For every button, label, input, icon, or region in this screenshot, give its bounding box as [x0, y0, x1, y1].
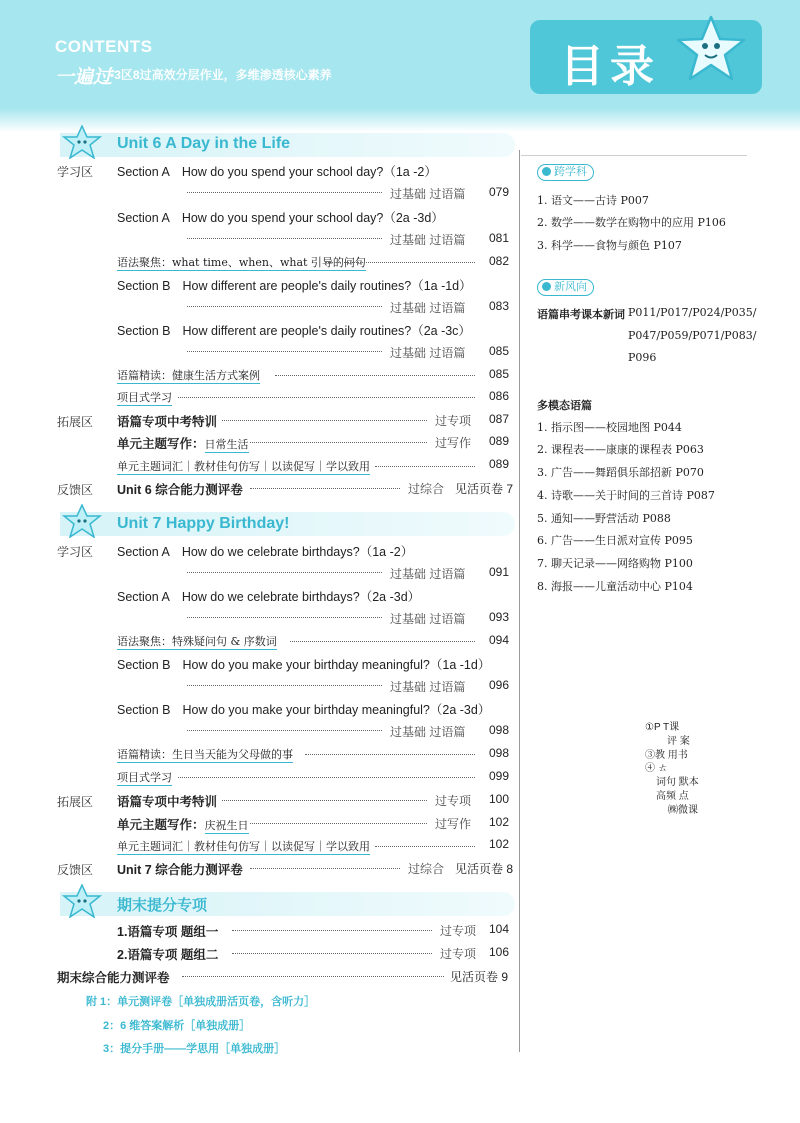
list-item: 1. 指示图——校园地图 P044	[537, 421, 682, 434]
page-number: 082	[488, 254, 509, 268]
star-mascot-icon	[60, 125, 104, 159]
list-item: 1. 语文——古诗 P007	[537, 194, 649, 207]
toc-row[interactable]: 单元主题词汇｜教材佳句仿写｜以读促写｜学以致用	[117, 460, 370, 473]
appendix-3: 3：提分手册——学思用［单独成册］	[103, 1043, 286, 1055]
page-number: 091	[488, 565, 509, 579]
zone-learn: 学习区	[57, 545, 94, 559]
toc-row[interactable]: Section B How do you make your birthday meaningful?（2a -3d）	[117, 703, 491, 717]
new-words-pages: P047/P059/P071/P083/	[628, 329, 757, 342]
page-number: 102	[488, 837, 509, 851]
zone-expand: 拓展区	[57, 415, 94, 429]
page-number: 100	[488, 792, 509, 806]
toc-row[interactable]: 语法聚焦：what time、when、what 引导的问句	[117, 256, 366, 269]
unit7-title: Unit 7 Happy Birthday!	[117, 515, 290, 532]
page-number: 087	[488, 412, 509, 426]
tagline: ▪3区8过高效分层作业，多维渗透核心素养	[110, 68, 332, 82]
zone-learn: 学习区	[57, 165, 94, 179]
toc-row[interactable]: 语法聚焦：特殊疑问句 & 序数词	[117, 635, 277, 648]
right-top-rule	[521, 155, 747, 156]
list-item: 2. 数学——数学在购物中的应用 P106	[537, 216, 726, 229]
page-number: 093	[488, 610, 509, 624]
page-number: 098	[488, 723, 509, 737]
final-title: 期末提分专项	[117, 897, 208, 914]
unit6-title: Unit 6 A Day in the Life	[117, 135, 291, 152]
bullet-icon	[542, 167, 551, 176]
new-words-label: 语篇串考课本新词	[537, 309, 625, 321]
page-number: 079	[488, 185, 509, 199]
page-number: 086	[488, 389, 509, 403]
new-words-pages: P011/P017/P024/P035/	[628, 306, 757, 319]
page-number: 099	[488, 769, 509, 783]
toc-row[interactable]: Section A How do you spend your school day?（2a -3d）	[117, 211, 444, 225]
header-fade	[0, 108, 800, 132]
toc-row[interactable]: Unit 7 综合能力测评卷	[117, 863, 243, 877]
zone-feedback: 反馈区	[57, 863, 94, 877]
toc-row[interactable]: 1.语篇专项 题组一	[117, 925, 219, 939]
toc-row[interactable]: 单元主题写作：庆祝生日	[117, 818, 249, 832]
page-number: 089	[488, 434, 509, 448]
contents-label: CONTENTS	[55, 37, 153, 56]
list-item: 7. 聊天记录——网络购物 P100	[537, 557, 693, 570]
page-number: 106	[488, 945, 509, 959]
cross-subject-badge: 跨学科	[537, 164, 594, 181]
page-number: 096	[488, 678, 509, 692]
legend-line: 词句 默本	[656, 777, 699, 788]
toc-row[interactable]: 语篇精读：生日当天能为父母做的事	[117, 748, 293, 761]
star-mascot-icon	[60, 504, 104, 538]
toc-row[interactable]: 语篇专项中考特训	[117, 415, 218, 429]
toc-row[interactable]: 单元主题写作：日常生活	[117, 437, 249, 451]
list-item: 6. 广告——生日派对宣传 P095	[537, 534, 693, 547]
toc-row[interactable]: Section B How different are people's daily routines?（2a -3c）	[117, 324, 471, 338]
multimodal-title: 多模态语篇	[537, 400, 592, 412]
appendix-1: 附 1：单元测评卷［单独成册活页卷，含听力］	[86, 996, 316, 1008]
legend-line: ㈱微课	[668, 805, 698, 816]
star-mascot-icon	[60, 884, 104, 918]
toc-row[interactable]: Section A How do we celebrate birthdays?（1a -2）	[117, 545, 414, 559]
page-title: 目录	[560, 41, 660, 92]
page-number: 083	[488, 299, 509, 313]
list-item: 4. 诗歌——关于时间的三首诗 P087	[537, 489, 715, 502]
toc-row[interactable]: 2.语篇专项 题组二	[117, 948, 219, 962]
toc-row[interactable]: Section A How do we celebrate birthdays?（2a -3d）	[117, 590, 421, 604]
page-number: 094	[488, 633, 509, 647]
star-mascot-icon	[676, 14, 746, 84]
page-number: 104	[488, 922, 509, 936]
toc-row[interactable]: Section A How do you spend your school day?（1a -2）	[117, 165, 437, 179]
list-item: 2. 课程表——康康的课程表 P063	[537, 443, 704, 456]
list-item: 8. 海报——儿童活动中心 P104	[537, 580, 693, 593]
toc-row[interactable]: 语篇专项中考特训	[117, 795, 218, 809]
zone-expand: 拓展区	[57, 795, 94, 809]
toc-row[interactable]: 单元主题词汇｜教材佳句仿写｜以读促写｜学以致用	[117, 840, 370, 853]
legend-line: ①P T课	[645, 722, 680, 733]
toc-row[interactable]: Section B How do you make your birthday meaningful?（1a -1d）	[117, 658, 491, 672]
brand-name: 一遍过	[55, 67, 113, 88]
page-number: 081	[488, 231, 509, 245]
page-number: 见活页卷 7	[455, 482, 514, 496]
appendix-2: 2：6 维答案解析［单独成册］	[103, 1020, 251, 1032]
page-number: 089	[488, 457, 509, 471]
toc-row[interactable]: 期末综合能力测评卷	[57, 971, 170, 985]
new-trend-badge: 新风向	[537, 279, 594, 296]
legend-line: ④ ㄊ	[645, 763, 668, 774]
list-item: 5. 通知——野营活动 P088	[537, 512, 671, 525]
bullet-icon	[542, 282, 551, 291]
legend-line: 高频 点	[656, 791, 689, 802]
page-number: 085	[488, 344, 509, 358]
legend-line: ③教 用书	[645, 750, 688, 761]
list-item: 3. 科学——食物与颜色 P107	[537, 239, 682, 252]
legend-line: 评 案	[667, 736, 690, 747]
list-item: 3. 广告——舞蹈俱乐部招新 P070	[537, 466, 704, 479]
toc-row[interactable]: 项目式学习	[117, 391, 172, 404]
page-number: 见活页卷 9	[450, 970, 509, 984]
column-divider	[519, 150, 520, 1052]
page-number: 102	[488, 815, 509, 829]
toc-row[interactable]: 项目式学习	[117, 771, 172, 784]
toc-row[interactable]: Section B How different are people's daily routines?（1a -1d）	[117, 279, 472, 293]
new-words-pages: P096	[628, 351, 657, 364]
toc-row[interactable]: 语篇精读：健康生活方式案例	[117, 369, 260, 382]
page-number: 085	[488, 367, 509, 381]
zone-feedback: 反馈区	[57, 483, 94, 497]
page-number: 见活页卷 8	[455, 862, 514, 876]
toc-row[interactable]: Unit 6 综合能力测评卷	[117, 483, 243, 497]
page-number: 098	[488, 746, 509, 760]
